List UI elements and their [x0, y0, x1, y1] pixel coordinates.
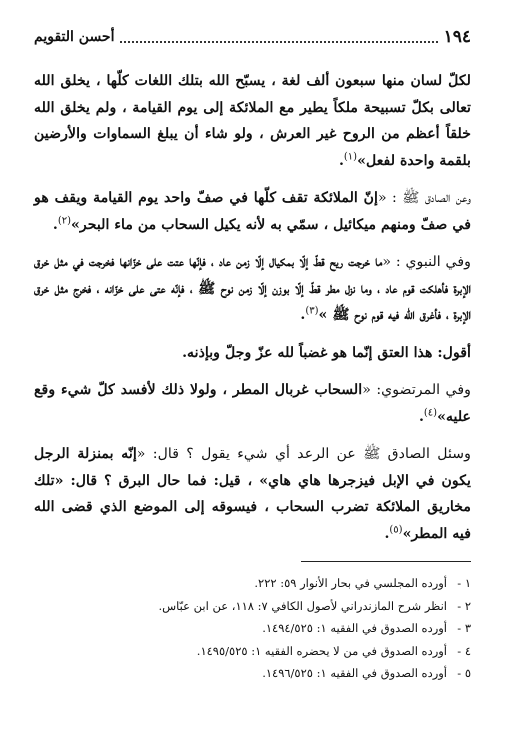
- paragraph: [34, 377, 471, 430]
- footnote-ref[interactable]: (٥): [389, 523, 403, 535]
- footnote: [34, 595, 471, 618]
- paragraph-lead: وسئل الصادق ﷺ عن الرعد أي شيء يقول ؟ قال: «: [136, 446, 471, 462]
- footnote: [34, 640, 471, 663]
- paragraph-tail: .: [418, 408, 424, 425]
- footnote-number: ٢ -: [457, 598, 471, 613]
- paragraph-tail: .: [52, 216, 58, 233]
- footnote-text: انظر شرح المازندراني لأصول الكافي ٧: ١١٨، عن ابن عبّاس.: [158, 598, 447, 613]
- page-header: [34, 26, 471, 48]
- footnote-ref[interactable]: (١): [343, 150, 358, 162]
- footnote-divider: [301, 561, 471, 562]
- paragraph: [34, 441, 471, 547]
- paragraph-tail: .: [300, 307, 306, 323]
- paragraph-text: إنّه بمنزلة الرجل يكون في الإبل فيزجرها هاي هاي» ، قيل: فما حال البرق ؟ قال: «تلك مخاريق الملائكة تضرب السحاب ، فيسوقه إلى الموضع الذي قضى الله فيه المطر»: [34, 446, 471, 542]
- paragraph-text: إنّ الملائكة تقف كلّها في صفّ واحد يوم القيامة ويقف هو في صفّ ومنهم ميكائيل ، سمّي به لأنه يكيل السحاب من ماء البحر»: [34, 190, 471, 233]
- paragraph-lead: أقول: هذا العتق إنّما هو غضباً لله عزّ وجلّ وبإذنه.: [182, 344, 471, 361]
- footnote-number: ٤ -: [457, 643, 471, 658]
- footnote-text: أورده الصدوق في من لا يحضره الفقيه ١: ١٤٩٥/٥٢٥.: [196, 643, 447, 658]
- paragraph: [34, 340, 471, 367]
- paragraph: [34, 68, 471, 174]
- page-number: ١٩٤: [443, 27, 471, 47]
- paragraph-tail: .: [384, 525, 390, 542]
- paragraph-lead: وفي النبوي : «: [382, 254, 471, 270]
- footnote: [34, 572, 471, 595]
- footnote-ref[interactable]: (٤): [423, 406, 438, 418]
- footnote-number: ٣ -: [457, 621, 471, 635]
- paragraph-text: لكلّ لسان منها سبعون ألف لغة ، يسبّح الله بتلك اللغات كلّها ، يخلق الله تعالى بكلّ تسبيحة ملكاً يطير مع الملائكة إلى يوم القيامة ، ولم يخلق الله خلقاً أعظم من الروح غير العرش ، ولو شاء أن يبلغ السماوات والأرضين بلقمة واحدة لفعل»: [34, 73, 471, 169]
- footnote-text: أورده المجلسي في بحار الأنوار ٥٩: ٢٢٢.: [254, 576, 447, 590]
- paragraph-text: ما خرجت ريح قطّ إلّا بمكيال إلّا زمن عاد ، فإنّها عتت على خزّانها فخرجت في مثل خرق الإبرة فأهلكت قوم عاد ، وما نزل مطر قطّ إلّا بوزن إلّا زمن نوح ﷺ ، فإنّه عتى على خزّانه ، فخرج مثل خرق الإبرة ، فأغرق الله فيه قوم نوح ﷺ »: [34, 254, 471, 323]
- paragraph-lead: وفي المرتضوي: «: [362, 382, 471, 398]
- paragraph-lead: وعن الصادق ﷺ : «: [378, 190, 471, 206]
- header-dotted-leader: [120, 41, 437, 43]
- paragraph-text: السحاب غربال المطر ، ولولا ذلك لأفسد كلّ شيء وقع عليه»: [34, 382, 471, 425]
- footnote-ref[interactable]: (٣): [305, 305, 319, 317]
- footnote-number: ١ -: [457, 576, 471, 590]
- paragraph: [34, 249, 471, 329]
- footnotes: [34, 572, 471, 685]
- main-text: [34, 68, 471, 547]
- footnote-ref[interactable]: (٢): [57, 214, 71, 226]
- running-title: أحسن التقويم: [34, 29, 115, 45]
- footnote-text: أورده الصدوق في الفقيه ١: ١٤٩٦/٥٢٥.: [262, 666, 447, 680]
- footnote-number: ٥ -: [457, 666, 471, 680]
- footnote: [34, 617, 471, 640]
- paragraph-tail: .: [338, 152, 344, 169]
- footnote: [34, 662, 471, 685]
- footnote-text: أورده الصدوق في الفقيه ١: ١٤٩٤/٥٢٥.: [262, 621, 447, 635]
- paragraph: [34, 185, 471, 238]
